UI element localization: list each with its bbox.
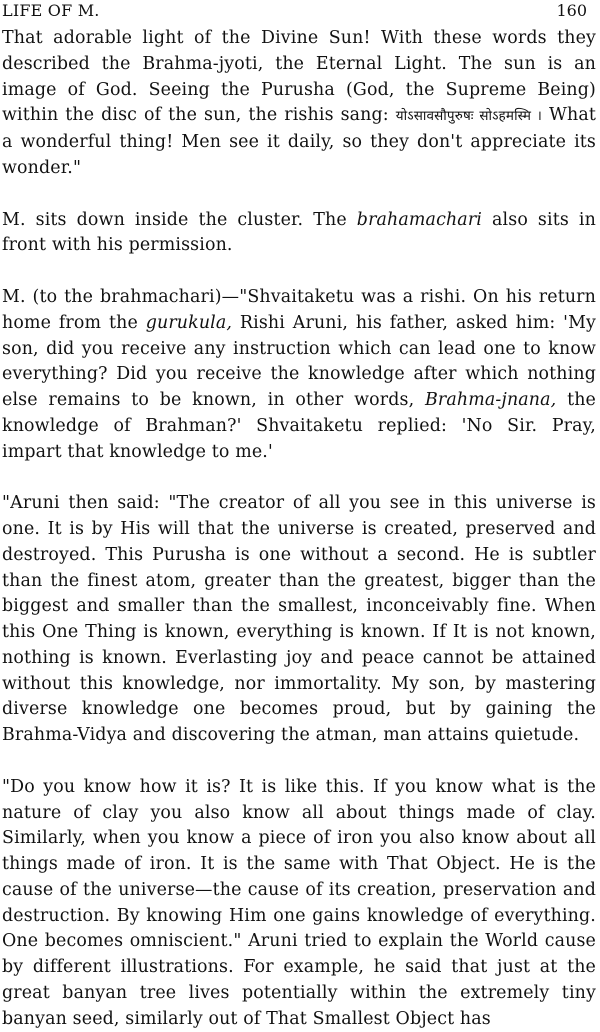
paragraph-text: That adorable light of the Divine Sun! With these words they described the Brahma-jyoti, the Eternal Light. The sun is an image of God. Seeing the Purusha (God, the Supreme Being) within the disc of the sun, the rishis sang:: [2, 28, 596, 126]
sanskrit-quote: योऽसावसौपुरुषः सोऽहमस्मि ।: [395, 108, 543, 125]
running-header: [0, 0, 600, 22]
paragraph-m-sits-down: [2, 208, 596, 260]
paragraph-text: Rishi Aruni, his father, asked him: 'My son, did you receive any instruction which can lead one to know everything? Did you receive the knowledge after which nothing else remains to be known, in other words,: [2, 312, 596, 410]
paragraph-text: M. sits down inside the cluster. The: [2, 209, 357, 230]
paragraph-clay-iron: [2, 775, 596, 1032]
paragraph-text: "Do you know how it is? It is like this. If you know what is the nature of clay you also know all about things made of clay. Similarly, when you know a piece of iron you also know about all things made of iron. It is the same with That Object. He is the cause of the universe—the cause of its creation, preservation and destruction. By knowing Him one gains knowledge of everything. One becomes omniscient." Aruni tried to explain the World cause by different illustrations. For example, he said that just at the great banyan tree lives potentially within the extremely tiny banyan seed, similarly out of That Smallest Object has: [2, 776, 596, 1029]
paragraph-text: M. (to the brahmachari)—"Shvaitaketu was a rishi. On his return home from the: [2, 287, 596, 333]
paragraph-text: the knowledge of Brahman?' Shvaitaketu replied: 'No Sir. Pray, impart that knowledge to me.': [2, 390, 596, 462]
paragraph-text: also sits in front with his permission.: [2, 209, 596, 256]
emphasized-term: brahamachari: [356, 209, 483, 230]
paragraph-shvaitaketu: [2, 285, 596, 465]
page-number: 160: [556, 1, 587, 20]
paragraph-aruni-creator: [2, 491, 596, 749]
emphasized-term: Brahma-jnana,: [424, 390, 557, 410]
emphasized-term: gurukula,: [145, 312, 233, 333]
paragraph-divine-sun: [2, 26, 596, 182]
running-title: LIFE OF M.: [2, 1, 100, 20]
paragraph-text: "Aruni then said: "The creator of all you see in this universe is one. It is by His will that the universe is created, preserved and destroyed. This Purusha is one without a second. He is subtler than the finest atom, greater than the greatest, bigger than the biggest and smaller than the smallest, inconceivably fine. When this One Thing is known, everything is known. If It is not known, nothing is known. Everlasting joy and peace cannot be attained without this knowledge, nor immortality. My son, by mastering diverse knowledge one becomes proud, but by gaining the Brahma-Vidya and discovering the atman, man attains quietude.: [2, 493, 596, 745]
paragraph-text: What a wonderful thing! Men see it daily, so they don't appreciate its wonder.": [2, 105, 596, 178]
body-text: [2, 26, 596, 1032]
